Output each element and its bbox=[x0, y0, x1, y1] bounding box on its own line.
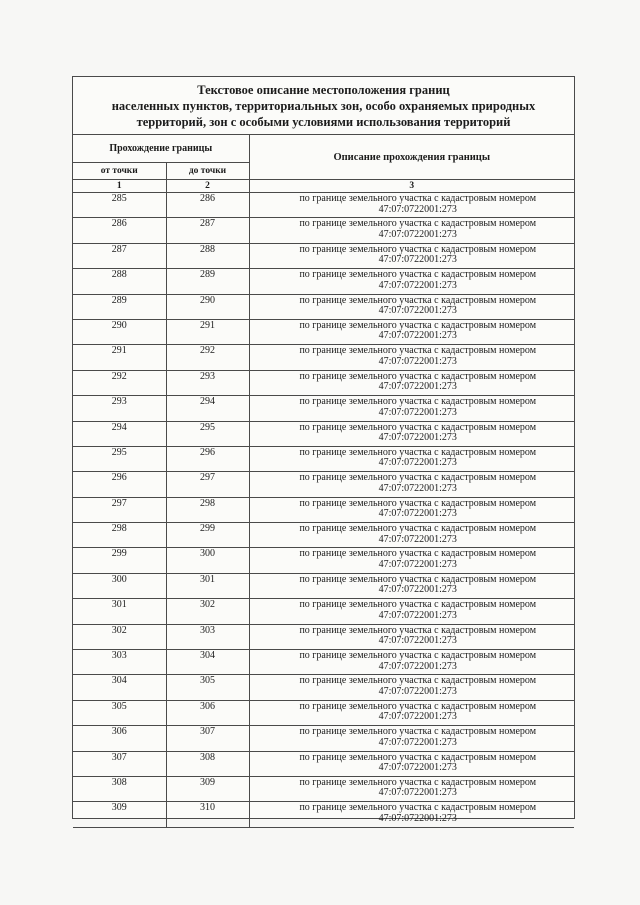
description-cell bbox=[249, 700, 574, 725]
from-point-cell: 308 bbox=[73, 776, 166, 801]
from-point-cell: 288 bbox=[73, 269, 166, 294]
cadastral-number: 47:07:0722001:273 bbox=[378, 279, 457, 291]
to-point-cell: 291 bbox=[166, 319, 249, 344]
description-cell bbox=[249, 599, 574, 624]
from-point-cell: 296 bbox=[73, 472, 166, 497]
description-text: по границе земельного участка с кадастровым номером bbox=[299, 726, 537, 738]
table-row bbox=[73, 421, 574, 446]
description-text: по границе земельного участка с кадастровым номером bbox=[299, 599, 537, 611]
from-point-cell: 295 bbox=[73, 446, 166, 471]
to-point-cell: 294 bbox=[166, 396, 249, 421]
from-point-cell: 305 bbox=[73, 700, 166, 725]
table-row bbox=[73, 446, 574, 471]
description-text: по границе земельного участка с кадастровым номером bbox=[299, 472, 537, 484]
description-cell bbox=[249, 319, 574, 344]
cadastral-number: 47:07:0722001:273 bbox=[378, 330, 457, 342]
description-text: по границе земельного участка с кадастровым номером bbox=[299, 193, 537, 204]
cadastral-number: 47:07:0722001:273 bbox=[378, 432, 457, 444]
description-cell bbox=[249, 294, 574, 319]
description-cell bbox=[249, 269, 574, 294]
description-cell bbox=[249, 421, 574, 446]
from-point-cell: 294 bbox=[73, 421, 166, 446]
to-point-cell: 286 bbox=[166, 193, 249, 218]
description-cell bbox=[249, 675, 574, 700]
table-row bbox=[73, 751, 574, 776]
cadastral-number: 47:07:0722001:273 bbox=[378, 355, 457, 367]
table-row bbox=[73, 370, 574, 395]
description-text: по границе земельного участка с кадастровым номером bbox=[299, 421, 537, 433]
description-cell bbox=[249, 345, 574, 370]
from-point-cell: 306 bbox=[73, 726, 166, 751]
table-row bbox=[73, 776, 574, 801]
header-col-number-3: 3 bbox=[249, 180, 574, 193]
header-col-number-1: 1 bbox=[73, 180, 166, 193]
table-row bbox=[73, 193, 574, 218]
to-point-cell: 306 bbox=[166, 700, 249, 725]
from-point-cell: 307 bbox=[73, 751, 166, 776]
description-cell bbox=[249, 218, 574, 243]
description-cell bbox=[249, 726, 574, 751]
header-from-point: от точки bbox=[73, 163, 166, 180]
to-point-cell: 302 bbox=[166, 599, 249, 624]
description-cell bbox=[249, 650, 574, 675]
table-row bbox=[73, 675, 574, 700]
description-text: по границе земельного участка с кадастровым номером bbox=[299, 497, 537, 509]
description-text: по границе земельного участка с кадастровым номером bbox=[299, 802, 537, 814]
cadastral-number: 47:07:0722001:273 bbox=[378, 254, 457, 266]
cadastral-number: 47:07:0722001:273 bbox=[378, 457, 457, 469]
header-col-number-2: 2 bbox=[166, 180, 249, 193]
cadastral-number: 47:07:0722001:273 bbox=[378, 482, 457, 494]
from-point-cell: 300 bbox=[73, 573, 166, 598]
to-point-cell: 299 bbox=[166, 523, 249, 548]
to-point-cell: 297 bbox=[166, 472, 249, 497]
table-row bbox=[73, 650, 574, 675]
description-text: по границе земельного участка с кадастровым номером bbox=[299, 243, 537, 255]
from-point-cell: 285 bbox=[73, 193, 166, 218]
from-point-cell: 298 bbox=[73, 523, 166, 548]
from-point-cell: 286 bbox=[73, 218, 166, 243]
to-point-cell: 308 bbox=[166, 751, 249, 776]
description-cell bbox=[249, 472, 574, 497]
description-cell bbox=[249, 193, 574, 218]
document-page bbox=[72, 76, 575, 824]
description-cell bbox=[249, 776, 574, 801]
to-point-cell: 303 bbox=[166, 624, 249, 649]
to-point-cell: 293 bbox=[166, 370, 249, 395]
description-text: по границе земельного участка с кадастровым номером bbox=[299, 624, 537, 636]
cadastral-number: 47:07:0722001:273 bbox=[378, 381, 457, 393]
table-row bbox=[73, 523, 574, 548]
table-row bbox=[73, 700, 574, 725]
boundary-table bbox=[73, 135, 574, 828]
description-cell bbox=[249, 370, 574, 395]
from-point-cell: 291 bbox=[73, 345, 166, 370]
description-cell bbox=[249, 548, 574, 573]
cadastral-number: 47:07:0722001:273 bbox=[378, 228, 457, 240]
cadastral-number: 47:07:0722001:273 bbox=[378, 736, 457, 748]
description-text: по границе земельного участка с кадастровым номером bbox=[299, 319, 537, 331]
to-point-cell: 295 bbox=[166, 421, 249, 446]
description-text: по границе земельного участка с кадастровым номером bbox=[299, 269, 537, 281]
from-point-cell: 304 bbox=[73, 675, 166, 700]
cadastral-number: 47:07:0722001:273 bbox=[378, 787, 457, 799]
description-text: по границе земельного участка с кадастровым номером bbox=[299, 700, 537, 712]
title-line-1: Текстовое описание местоположения границ bbox=[197, 83, 450, 97]
table-row bbox=[73, 726, 574, 751]
table-row bbox=[73, 269, 574, 294]
cadastral-number: 47:07:0722001:273 bbox=[378, 609, 457, 621]
from-point-cell: 302 bbox=[73, 624, 166, 649]
to-point-cell: 309 bbox=[166, 776, 249, 801]
cadastral-number: 47:07:0722001:273 bbox=[378, 558, 457, 570]
from-point-cell: 303 bbox=[73, 650, 166, 675]
title-line-2: населенных пунктов, территориальных зон, особо охраняемых природных bbox=[111, 99, 536, 113]
description-cell bbox=[249, 243, 574, 268]
title-line-3: территорий, зон с особыми условиями использования территорий bbox=[136, 115, 511, 129]
description-text: по границе земельного участка с кадастровым номером bbox=[299, 523, 537, 535]
description-cell bbox=[249, 573, 574, 598]
table-row bbox=[73, 573, 574, 598]
to-point-cell: 289 bbox=[166, 269, 249, 294]
cadastral-number: 47:07:0722001:273 bbox=[378, 584, 457, 596]
table-row bbox=[73, 472, 574, 497]
from-point-cell: 309 bbox=[73, 802, 166, 827]
cadastral-number: 47:07:0722001:273 bbox=[378, 812, 457, 824]
to-point-cell: 305 bbox=[166, 675, 249, 700]
header-description: Описание прохождения границы bbox=[249, 135, 574, 180]
from-point-cell: 299 bbox=[73, 548, 166, 573]
cadastral-number: 47:07:0722001:273 bbox=[378, 711, 457, 723]
description-text: по границе земельного участка с кадастровым номером bbox=[299, 396, 537, 408]
description-text: по границе земельного участка с кадастровым номером bbox=[299, 776, 537, 788]
cadastral-number: 47:07:0722001:273 bbox=[378, 762, 457, 774]
description-text: по границе земельного участка с кадастровым номером bbox=[299, 751, 537, 763]
description-text: по границе земельного участка с кадастровым номером bbox=[299, 294, 537, 306]
to-point-cell: 288 bbox=[166, 243, 249, 268]
document-title bbox=[73, 77, 574, 135]
to-point-cell: 310 bbox=[166, 802, 249, 827]
description-text: по границе земельного участка с кадастровым номером bbox=[299, 446, 537, 458]
table-row bbox=[73, 243, 574, 268]
from-point-cell: 287 bbox=[73, 243, 166, 268]
to-point-cell: 298 bbox=[166, 497, 249, 522]
cadastral-number: 47:07:0722001:273 bbox=[378, 406, 457, 418]
description-text: по границе земельного участка с кадастровым номером bbox=[299, 548, 537, 560]
table-row bbox=[73, 294, 574, 319]
cadastral-number: 47:07:0722001:273 bbox=[378, 685, 457, 697]
from-point-cell: 289 bbox=[73, 294, 166, 319]
description-cell bbox=[249, 802, 574, 827]
table-row bbox=[73, 345, 574, 370]
cadastral-number: 47:07:0722001:273 bbox=[378, 508, 457, 520]
table-row bbox=[73, 396, 574, 421]
to-point-cell: 307 bbox=[166, 726, 249, 751]
table-row bbox=[73, 218, 574, 243]
cadastral-number: 47:07:0722001:273 bbox=[378, 305, 457, 317]
table-row bbox=[73, 548, 574, 573]
description-cell bbox=[249, 446, 574, 471]
to-point-cell: 300 bbox=[166, 548, 249, 573]
to-point-cell: 292 bbox=[166, 345, 249, 370]
from-point-cell: 292 bbox=[73, 370, 166, 395]
description-text: по границе земельного участка с кадастровым номером bbox=[299, 573, 537, 585]
cadastral-number: 47:07:0722001:273 bbox=[378, 533, 457, 545]
description-text: по границе земельного участка с кадастровым номером bbox=[299, 675, 537, 687]
to-point-cell: 290 bbox=[166, 294, 249, 319]
header-to-point: до точки bbox=[166, 163, 249, 180]
from-point-cell: 297 bbox=[73, 497, 166, 522]
to-point-cell: 296 bbox=[166, 446, 249, 471]
cadastral-number: 47:07:0722001:273 bbox=[378, 635, 457, 647]
to-point-cell: 304 bbox=[166, 650, 249, 675]
table-row bbox=[73, 319, 574, 344]
table-row bbox=[73, 802, 574, 827]
to-point-cell: 301 bbox=[166, 573, 249, 598]
table-row bbox=[73, 624, 574, 649]
description-text: по границе земельного участка с кадастровым номером bbox=[299, 650, 537, 662]
table-body bbox=[73, 193, 574, 828]
cadastral-number: 47:07:0722001:273 bbox=[378, 660, 457, 672]
description-cell bbox=[249, 497, 574, 522]
description-text: по границе земельного участка с кадастровым номером bbox=[299, 370, 537, 382]
description-cell bbox=[249, 624, 574, 649]
table-row bbox=[73, 497, 574, 522]
cadastral-number: 47:07:0722001:273 bbox=[378, 203, 457, 215]
description-text: по границе земельного участка с кадастровым номером bbox=[299, 345, 537, 357]
description-cell bbox=[249, 523, 574, 548]
to-point-cell: 287 bbox=[166, 218, 249, 243]
description-cell bbox=[249, 396, 574, 421]
header-boundary-passage: Прохождение границы bbox=[73, 135, 249, 163]
description-text: по границе земельного участка с кадастровым номером bbox=[299, 218, 537, 230]
from-point-cell: 293 bbox=[73, 396, 166, 421]
from-point-cell: 301 bbox=[73, 599, 166, 624]
table-row bbox=[73, 599, 574, 624]
description-cell bbox=[249, 751, 574, 776]
from-point-cell: 290 bbox=[73, 319, 166, 344]
